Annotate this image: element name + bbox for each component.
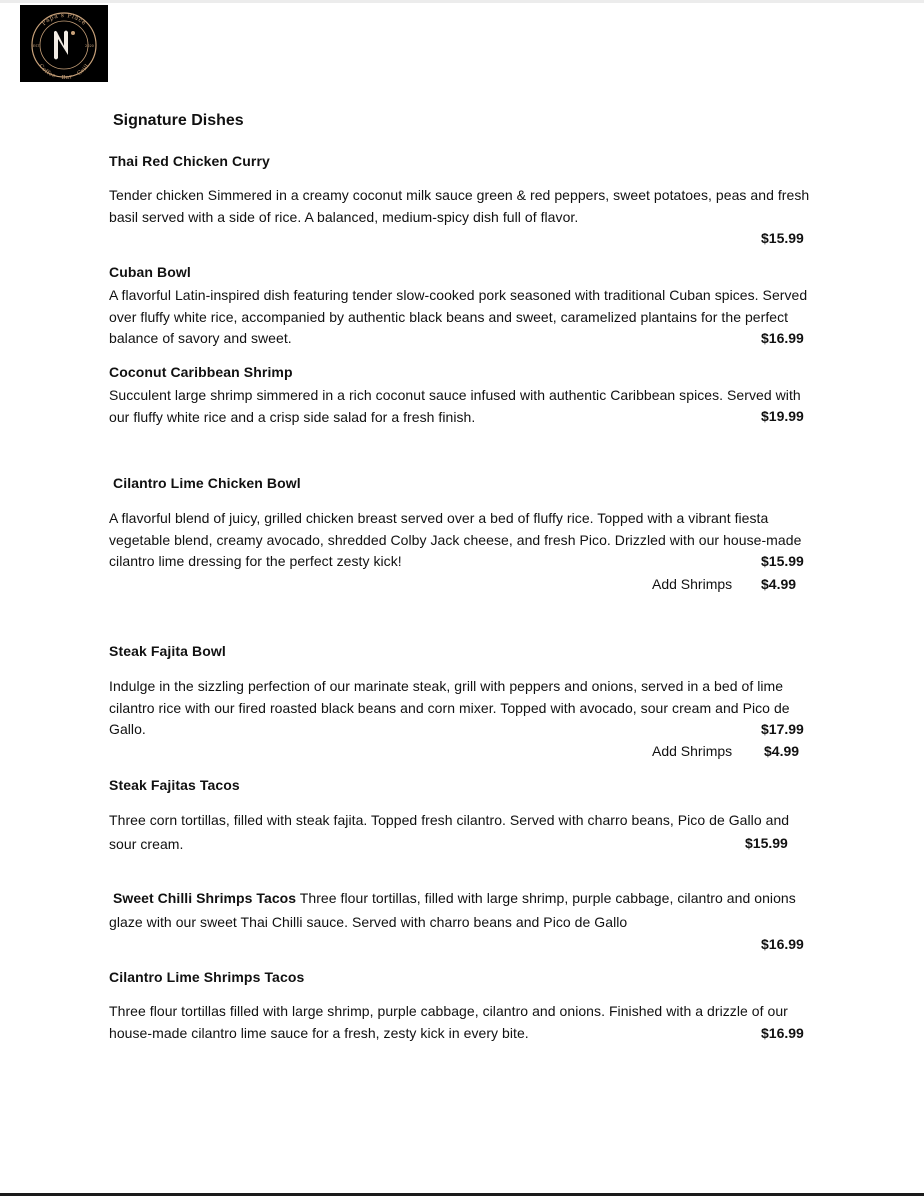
logo-top-text: Papa's Place	[40, 11, 88, 28]
dish-name-steak-fajita-bowl: Steak Fajita Bowl	[109, 643, 226, 659]
addon-price-cilantro-lime-chicken-bowl: $4.99	[761, 576, 797, 592]
dish-price-thai-red-chicken-curry: $15.99	[761, 230, 804, 246]
dish-description-thai-red-chicken-curry: Tender chicken Simmered in a creamy coconut milk sauce green & red peppers, sweet potatoes, peas and fresh basil served with a side of rice. A balanced, medium-spicy dish full of flavor.	[109, 187, 810, 225]
dish-name-cilantro-lime-chicken-bowl: Cilantro Lime Chicken Bowl	[113, 475, 301, 491]
addon-price-steak-fajita-bowl: $4.99	[764, 743, 800, 759]
dish-name-coconut-caribbean-shrimp: Coconut Caribbean Shrimp	[109, 364, 293, 380]
top-divider	[0, 0, 924, 3]
dish-price-cilantro-lime-chicken-bowl: $15.99	[761, 553, 804, 569]
addon-label-steak-fajita-bowl: Add Shrimps	[652, 743, 733, 759]
dish-name-steak-fajitas-tacos: Steak Fajitas Tacos	[109, 777, 240, 793]
dish-price-steak-fajita-bowl: $17.99	[761, 721, 804, 737]
dish-name-cilantro-lime-shrimps-tacos: Cilantro Lime Shrimps Tacos	[109, 969, 305, 985]
dish-name-cuban-bowl: Cuban Bowl	[109, 264, 191, 280]
dish-price-cuban-bowl: $16.99	[761, 330, 804, 346]
dish-description-sweet-chilli-shrimps-tacos: Three flour tortillas, filled with large shrimp, purple cabbage, cilantro and onions glaze with our sweet Thai Chilli sauce. Served with charro beans and Pico de Gallo	[109, 890, 796, 930]
logo-monogram-icon	[54, 31, 75, 60]
logo-right-text: 2020	[85, 44, 94, 48]
dish-price-sweet-chilli-shrimps-tacos: $16.99	[761, 936, 804, 952]
dish-price-coconut-caribbean-shrimp: $19.99	[761, 408, 804, 424]
dish-entry-sweet-chilli-shrimps-tacos	[109, 886, 819, 934]
dish-price-steak-fajitas-tacos: $15.99	[745, 835, 788, 851]
dish-name-thai-red-chicken-curry: Thai Red Chicken Curry	[109, 153, 270, 169]
dish-description-cuban-bowl: A flavorful Latin-inspired dish featuring tender slow-cooked pork seasoned with traditional Cuban spices. Served over fluffy white rice, accompanied by authentic black beans and sweet, caramelized plantains for the perfect balance of savory and sweet.	[109, 287, 808, 346]
section-title: Signature Dishes	[113, 112, 244, 129]
addon-label-cilantro-lime-chicken-bowl: Add Shrimps	[652, 576, 733, 592]
dish-description-steak-fajita-bowl: Indulge in the sizzling perfection of our marinate steak, grill with peppers and onions, served in a bed of lime cilantro rice with our fired roasted black beans and corn mixer. Topped with avocado, sour cream and Pico de Gallo.	[109, 678, 790, 737]
dish-description-steak-fajitas-tacos: Three corn tortillas, filled with steak fajita. Topped fresh cilantro. Served with charro beans, Pico de Gallo and sour cream.	[109, 812, 790, 852]
dish-price-cilantro-lime-shrimps-tacos: $16.99	[761, 1025, 804, 1041]
logo-left-text: EST.	[33, 44, 41, 48]
logo-bottom-text: Coffee · Bar · Grill	[37, 63, 91, 82]
restaurant-logo	[20, 5, 108, 82]
bottom-divider	[0, 1193, 924, 1196]
dish-description-cilantro-lime-chicken-bowl: A flavorful blend of juicy, grilled chicken breast served over a bed of fluffy rice. Topped with a vibrant fiesta vegetable blend, creamy avocado, shredded Colby Jack cheese, and fresh Pico. Drizzled with our house-made cilantro lime dressing for the perfect zesty kick!	[109, 510, 802, 569]
dish-name-sweet-chilli-shrimps-tacos: Sweet Chilli Shrimps Tacos	[113, 890, 297, 906]
dish-description-coconut-caribbean-shrimp: Succulent large shrimp simmered in a rich coconut sauce infused with authentic Caribbean spices. Served with our fluffy white rice and a crisp side salad for a fresh finish.	[109, 387, 801, 425]
dish-description-cilantro-lime-shrimps-tacos: Three flour tortillas filled with large shrimp, purple cabbage, cilantro and onions. Finished with a drizzle of our house-made cilantro lime sauce for a fresh, zesty kick in every bite.	[109, 1003, 788, 1041]
